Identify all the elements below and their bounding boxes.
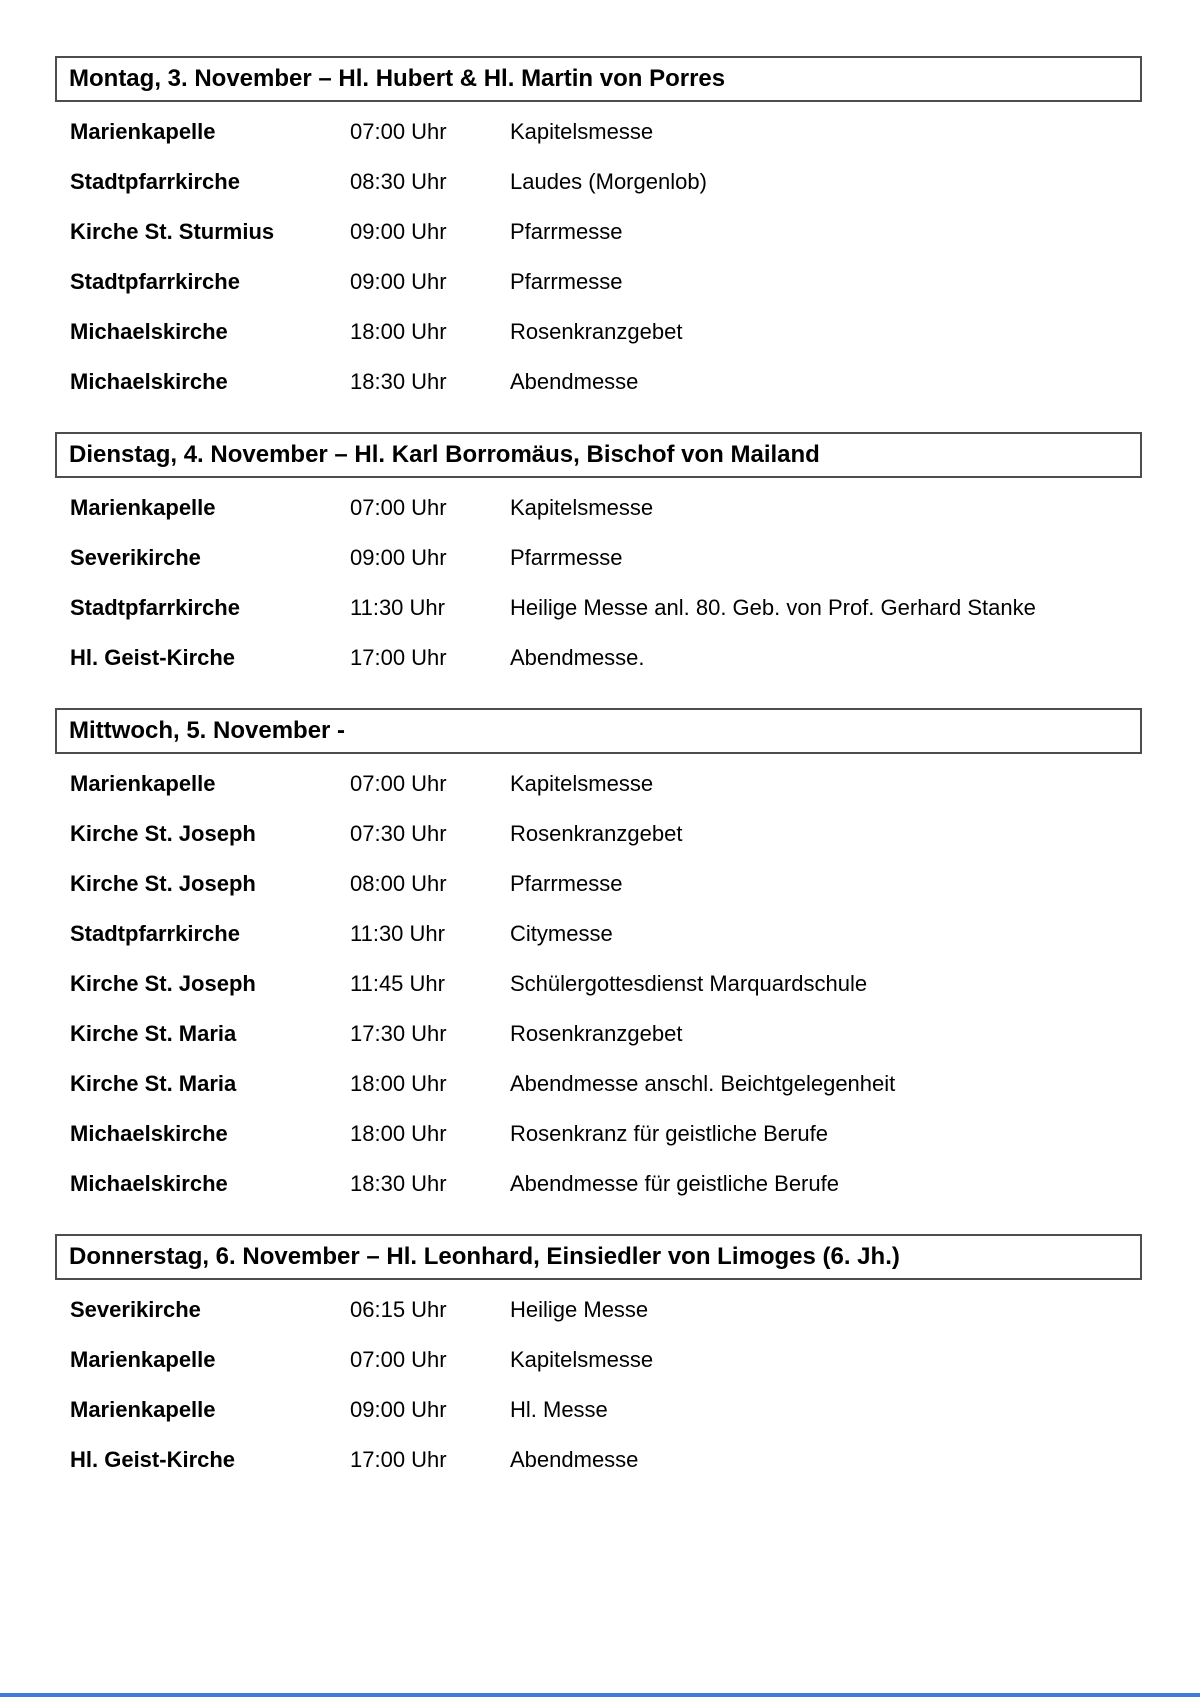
table-row xyxy=(55,318,1142,346)
section-header xyxy=(55,56,1142,102)
row-time: 11:45 Uhr xyxy=(350,971,445,996)
row-service: Kapitelsmesse xyxy=(510,119,654,144)
table-row xyxy=(55,820,1142,848)
row-location: Marienkapelle xyxy=(70,119,216,144)
table-row xyxy=(55,594,1142,622)
row-service: Abendmesse anschl. Beichtgelegenheit xyxy=(510,1071,896,1096)
row-location: Marienkapelle xyxy=(70,495,216,520)
table-row xyxy=(55,870,1142,898)
row-time: 08:30 Uhr xyxy=(350,169,447,194)
day-section xyxy=(55,708,1142,1198)
table-row xyxy=(55,1396,1142,1424)
row-service: Abendmesse xyxy=(510,369,639,394)
section-title: Mittwoch, 5. November - xyxy=(69,717,346,744)
row-location: Stadtpfarrkirche xyxy=(70,269,240,294)
row-service: Pfarrmesse xyxy=(510,545,623,570)
table-row xyxy=(55,970,1142,998)
row-service: Abendmesse. xyxy=(510,645,645,670)
section-rows xyxy=(55,494,1142,672)
section-header xyxy=(55,1234,1142,1280)
row-location: Severikirche xyxy=(70,545,201,570)
row-location: Michaelskirche xyxy=(70,1121,228,1146)
row-service: Abendmesse xyxy=(510,1447,639,1472)
row-service: Pfarrmesse xyxy=(510,871,623,896)
row-time: 17:30 Uhr xyxy=(350,1021,447,1046)
row-time: 17:00 Uhr xyxy=(350,645,447,670)
day-section xyxy=(55,432,1142,672)
table-row xyxy=(55,218,1142,246)
table-row xyxy=(55,1020,1142,1048)
table-row xyxy=(55,544,1142,572)
row-service: Abendmesse für geistliche Berufe xyxy=(510,1171,839,1196)
row-service: Hl. Messe xyxy=(510,1397,608,1422)
row-location: Stadtpfarrkirche xyxy=(70,169,240,194)
section-title: Donnerstag, 6. November – Hl. Leonhard, Einsiedler von Limoges (6. Jh.) xyxy=(69,1243,900,1270)
table-row xyxy=(55,494,1142,522)
row-time: 07:00 Uhr xyxy=(350,495,447,520)
table-row xyxy=(55,268,1142,296)
row-location: Hl. Geist-Kirche xyxy=(70,645,236,670)
section-rows xyxy=(55,118,1142,396)
table-row xyxy=(55,920,1142,948)
row-service: Schülergottesdienst Marquardschule xyxy=(510,971,868,996)
row-time: 18:00 Uhr xyxy=(350,1121,447,1146)
row-location: Kirche St. Maria xyxy=(70,1021,237,1046)
table-row xyxy=(55,1120,1142,1148)
row-service: Kapitelsmesse xyxy=(510,1347,654,1372)
footer-rule xyxy=(0,1693,1200,1697)
row-service: Rosenkranzgebet xyxy=(510,821,683,846)
section-title: Dienstag, 4. November – Hl. Karl Borromäus, Bischof von Mailand xyxy=(69,441,820,468)
row-location: Michaelskirche xyxy=(70,369,228,394)
day-section xyxy=(55,1234,1142,1474)
section-rows xyxy=(55,1296,1142,1474)
table-row xyxy=(55,1296,1142,1324)
row-time: 07:00 Uhr xyxy=(350,771,447,796)
table-row xyxy=(55,1170,1142,1198)
row-time: 09:00 Uhr xyxy=(350,269,447,294)
row-location: Michaelskirche xyxy=(70,319,228,344)
row-time: 11:30 Uhr xyxy=(350,921,445,946)
row-service: Pfarrmesse xyxy=(510,219,623,244)
row-location: Kirche St. Joseph xyxy=(70,821,256,846)
row-time: 18:00 Uhr xyxy=(350,1071,447,1096)
table-row xyxy=(55,644,1142,672)
row-location: Hl. Geist-Kirche xyxy=(70,1447,236,1472)
row-service: Kapitelsmesse xyxy=(510,495,654,520)
row-time: 06:15 Uhr xyxy=(350,1297,447,1322)
row-location: Michaelskirche xyxy=(70,1171,228,1196)
table-row xyxy=(55,168,1142,196)
table-row xyxy=(55,1070,1142,1098)
row-service: Rosenkranzgebet xyxy=(510,1021,683,1046)
table-row xyxy=(55,1446,1142,1474)
section-header xyxy=(55,708,1142,754)
section-title: Montag, 3. November – Hl. Hubert & Hl. Martin von Porres xyxy=(69,65,726,92)
row-location: Stadtpfarrkirche xyxy=(70,921,240,946)
table-row xyxy=(55,118,1142,146)
table-row xyxy=(55,368,1142,396)
row-time: 17:00 Uhr xyxy=(350,1447,447,1472)
row-time: 18:00 Uhr xyxy=(350,319,447,344)
row-service: Laudes (Morgenlob) xyxy=(510,169,707,194)
row-time: 11:30 Uhr xyxy=(350,595,445,620)
row-service: Citymesse xyxy=(510,921,613,946)
row-location: Kirche St. Sturmius xyxy=(70,219,275,244)
row-service: Pfarrmesse xyxy=(510,269,623,294)
row-service: Heilige Messe xyxy=(510,1297,649,1322)
table-row xyxy=(55,770,1142,798)
row-location: Kirche St. Joseph xyxy=(70,871,256,896)
row-location: Marienkapelle xyxy=(70,771,216,796)
row-time: 09:00 Uhr xyxy=(350,545,447,570)
row-location: Marienkapelle xyxy=(70,1347,216,1372)
row-location: Marienkapelle xyxy=(70,1397,216,1422)
row-time: 07:00 Uhr xyxy=(350,119,447,144)
row-time: 08:00 Uhr xyxy=(350,871,447,896)
row-location: Severikirche xyxy=(70,1297,201,1322)
table-row xyxy=(55,1346,1142,1374)
row-service: Kapitelsmesse xyxy=(510,771,654,796)
row-location: Kirche St. Joseph xyxy=(70,971,256,996)
row-service: Heilige Messe anl. 80. Geb. von Prof. Gerhard Stanke xyxy=(510,595,1036,620)
row-service: Rosenkranz für geistliche Berufe xyxy=(510,1121,828,1146)
row-time: 09:00 Uhr xyxy=(350,219,447,244)
row-location: Kirche St. Maria xyxy=(70,1071,237,1096)
row-time: 18:30 Uhr xyxy=(350,369,447,394)
row-time: 07:00 Uhr xyxy=(350,1347,447,1372)
section-header xyxy=(55,432,1142,478)
row-time: 18:30 Uhr xyxy=(350,1171,447,1196)
row-location: Stadtpfarrkirche xyxy=(70,595,240,620)
row-service: Rosenkranzgebet xyxy=(510,319,683,344)
day-section xyxy=(55,56,1142,396)
section-rows xyxy=(55,770,1142,1198)
row-time: 07:30 Uhr xyxy=(350,821,447,846)
row-time: 09:00 Uhr xyxy=(350,1397,447,1422)
